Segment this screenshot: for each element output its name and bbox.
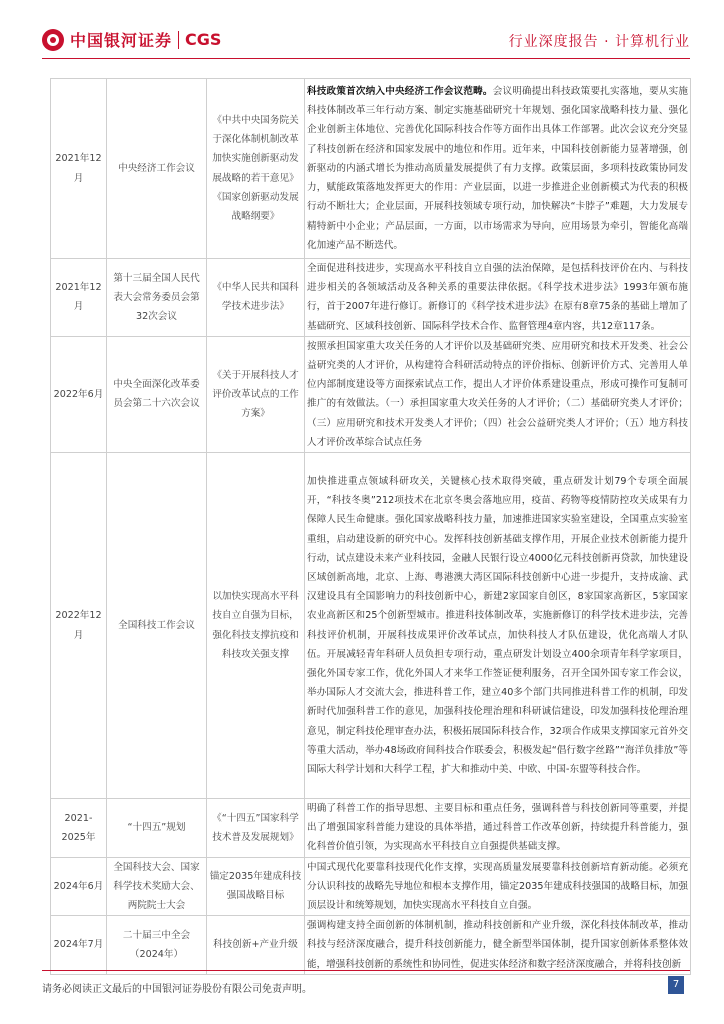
row-date: 2022年6月 bbox=[51, 336, 107, 452]
table-row bbox=[51, 259, 691, 337]
row-content: 中国式现代化要靠科技现代化作支撑，实现高质量发展要靠科技创新培育新动能。必须充分认识科技的战略先导地位和根本支撑作用，锚定2035年建成科技强国的战略目标，加强顶层设计和统筹规划，加快实现高水平科技自立自强。 bbox=[305, 857, 691, 916]
row-document: 以加快实现高水平科技自立自强为目标，强化科技支撑抗疫和科技攻关强支撑 bbox=[207, 453, 305, 799]
row-date: 2021年12月 bbox=[51, 79, 107, 259]
row-content: 明确了科普工作的指导思想、主要目标和重点任务，强调科普与科技创新同等重要，并提出了增强国家科普能力建设的具体举措，通过科普工作改革创新，持续提升科普能力，强化科普价值引领，为实现高水平科技自立自强提供基础支撑。 bbox=[305, 799, 691, 858]
row-meeting: 第十三届全国人民代表大会常务委员会第32次会议 bbox=[107, 259, 207, 337]
row-meeting: 中央全面深化改革委员会第二十六次会议 bbox=[107, 336, 207, 452]
row-content: 全面促进科技进步，实现高水平科技自立自强的法治保障，是包括科技评价在内、与科技进步相关的各领域活动及各种关系的重要法律依据。《科学技术进步法》1993年颁布施行，首于2007年进行修订。新修订的《科学技术进步法》在原有8章75条的基础上增加了基础研究、区域科技创新、国际科学技术合作、监督管理4章内容，共12章117条。 bbox=[305, 259, 691, 337]
row-lead: 科技政策首次纳入中央经济工作会议范畴。 bbox=[307, 86, 493, 98]
table-row bbox=[51, 79, 691, 259]
row-meeting: 中央经济工作会议 bbox=[107, 79, 207, 259]
row-date: 2024年7月 bbox=[51, 916, 107, 975]
row-content: 强调构建支持全面创新的体制机制，推动科技创新和产业升级，深化科技体制改革，推动科技与经济深度融合，提升科技创新能力，健全新型举国体制，提升国家创新体系整体效能，增强科技创新的系统性和协同性，促进实体经济和数字经济深度融合，并将科技创新 bbox=[305, 916, 691, 975]
table-row bbox=[51, 916, 691, 975]
page-footer bbox=[42, 970, 690, 1000]
row-meeting: 全国科技大会、国家科学技术奖励大会、两院院士大会 bbox=[107, 857, 207, 916]
row-meeting: “十四五”规划 bbox=[107, 799, 207, 858]
row-content bbox=[305, 79, 691, 259]
brand-name-cn: 中国银河证券 bbox=[70, 31, 173, 50]
footer-disclaimer: 请务必阅读正文最后的中国银河证券股份有限公司免责声明。 bbox=[42, 984, 312, 995]
table-row bbox=[51, 799, 691, 858]
brand-name-en: CGS bbox=[185, 30, 222, 49]
table-row bbox=[51, 453, 691, 799]
row-document: 《关于开展科技人才评价改革试点的工作方案》 bbox=[207, 336, 305, 452]
row-document: 《中共中央国务院关于深化体制机制改革加快实施创新驱动发展战略的若干意见》《国家创新驱动发展战略纲要》 bbox=[207, 79, 305, 259]
row-content: 加快推进重点领域科研攻关，关键核心技术取得突破，重点研发计划79个专项全面展开，“科技冬奥”212项技术在北京冬奥会落地应用，疫苗、药物等疫情防控攻关成果有力保障人民生命健康。强化国家战略科技力量，加速推进国家实验室建设，全国重点实验室重组，启动建设新的研究中心。发挥科技创新基础支撑作用，开展企业技术创新能力提升行动，试点建设未来产业科技园，金融人民银行设立4000亿元科技创新再贷款，加快建设区域创新高地，北京、上海、粤港澳大湾区国际科技创新中心进一步提升，支持成渝、武汉建设具有全国影响力的科技创新中心，新建2家国家自创区，8家国家高新区，5家国家农业高新区和25个创新型城市。推进科技体制改革，实施新修订的科学技术进步法，完善科技评价机制，开展科技成果评价改革试点，加快科技人才队伍建设，优化高端人才队伍。开展减轻青年科研人员负担专项行动，重点研发计划设立400余项青年科学家项目，强化外国专家工作，优化外国人才来华工作签证便利服务，召开全国外国专家工作会议，举办国际人才交流大会，推进科普工作，建立40多个部门共同推进科普工作的机制，印发新时代加强科普工作的意见，加强科技伦理治理和科研诚信建设，印发加强科技伦理治理意见，制定科技伦理审查办法，积极拓展国际科技合作，32项合作成果支撑国家元首外交等重大活动，举办48场政府间科技合作联委会，积极发起“倡行数字丝路”“海洋负排放”等国际大科学计划和大科学工程，扩大和推动中美、中欧、中国-东盟等科技合作。 bbox=[305, 453, 691, 799]
table-row bbox=[51, 857, 691, 916]
row-date: 2021年12月 bbox=[51, 259, 107, 337]
page-header bbox=[0, 0, 724, 64]
row-content-text: 会议明确提出科技政策要扎实落地，要从实施科技体制改革三年行动方案、制定实施基础研究十年规划、强化国家战略科技力量、强化企业创新主体地位、完善优化国际科技合作等方面作出具体工作部署。此次会议充分突显了科技创新在经济和国家发展中的地位和作用。近年来，中国科技创新能力显著增强，创新驱动的内涵式增长为推动高质量发展提供了有力支撑。政策层面，多项科技政策协同发力，赋能政策落地发挥更大的作用：产业层面，以进一步推进企业创新模式为代表的积极行动不断壮大；企业层面，开展科技领域专项行动，加快解决“卡脖子”难题，大力发展专精特新中小企业；产品层面，一方面，以市场需求为导向，应用场景为牵引，智能化高端化加速产品不断迭代。 bbox=[307, 86, 688, 251]
row-date: 2021-2025年 bbox=[51, 799, 107, 858]
footer-divider bbox=[42, 970, 690, 971]
header-divider bbox=[42, 58, 690, 59]
report-type: 行业深度报告 · 计算机行业 bbox=[508, 34, 690, 50]
row-meeting: 全国科技工作会议 bbox=[107, 453, 207, 799]
row-meeting: 二十届三中全会（2024年） bbox=[107, 916, 207, 975]
table-row bbox=[51, 336, 691, 452]
row-content: 按照承担国家重大攻关任务的人才评价以及基础研究类、应用研究和技术开发类、社会公益研究类的人才评价，从构建符合科研活动特点的评价指标、创新评价方式、完善用人单位内部制度建设等方面探索试点工作，提出人才评价体系建设重点，形成可操作可复制可推广的有效做法。（一）承担国家重大攻关任务的人才评价；（二）基础研究类人才评价；（三）应用研究和技术开发类人才评价；（四）社会公益研究类人才评价；（五）地方科技人才评价改革综合试点任务 bbox=[305, 336, 691, 452]
brand-logo-icon bbox=[42, 29, 64, 51]
policy-table bbox=[50, 78, 691, 975]
row-document: 科技创新+产业升级 bbox=[207, 916, 305, 975]
row-document: 锚定2035年建成科技强国战略目标 bbox=[207, 857, 305, 916]
row-document: 《“十四五”国家科学技术普及发展规划》 bbox=[207, 799, 305, 858]
brand-logo bbox=[42, 28, 221, 51]
row-document: 《中华人民共和国科学技术进步法》 bbox=[207, 259, 305, 337]
page-number: 7 bbox=[668, 976, 684, 994]
row-date: 2024年6月 bbox=[51, 857, 107, 916]
brand-separator bbox=[178, 31, 179, 49]
row-date: 2022年12月 bbox=[51, 453, 107, 799]
